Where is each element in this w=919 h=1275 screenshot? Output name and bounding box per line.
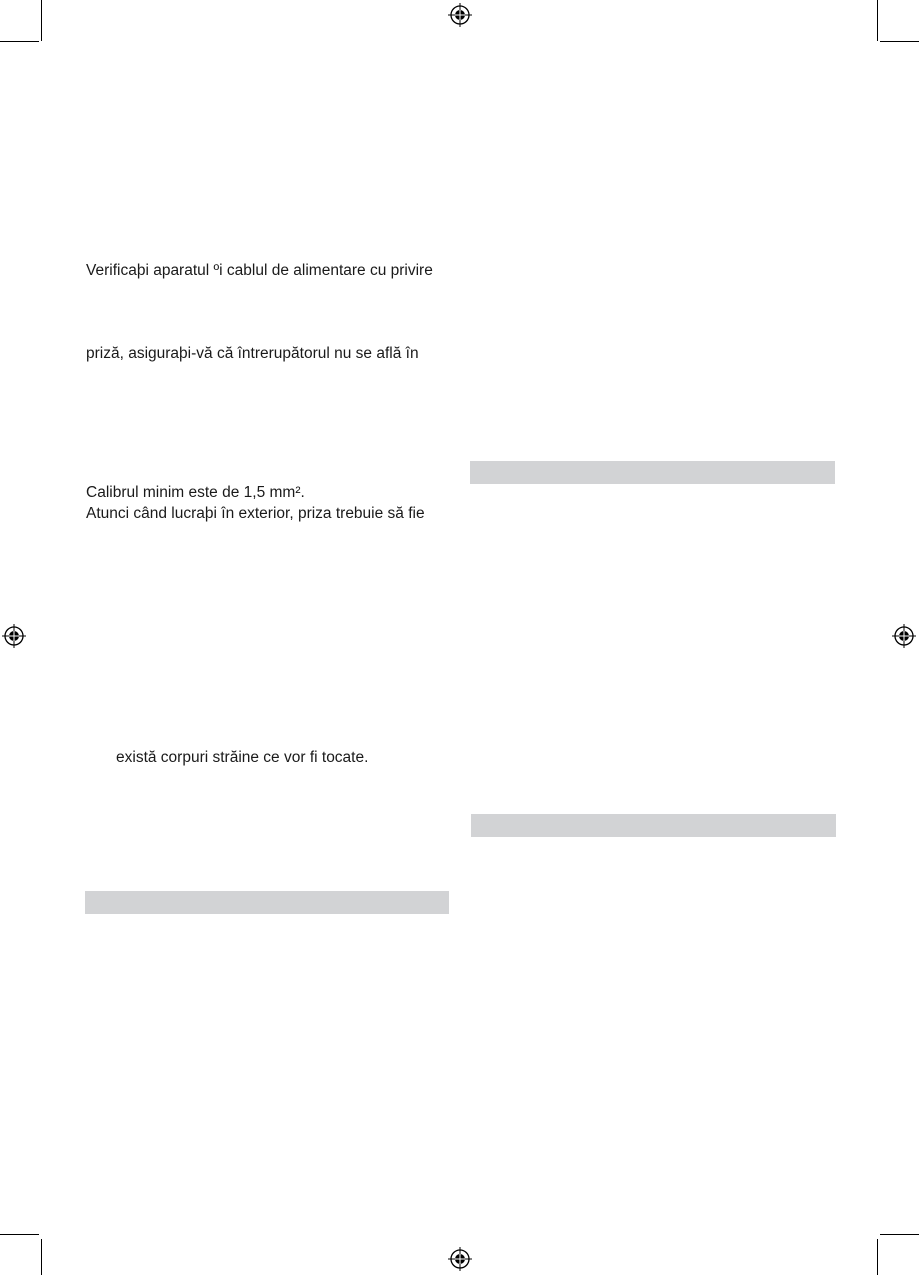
crop-mark-bottom-right-horizontal xyxy=(880,1234,919,1235)
crop-mark-top-left-vertical xyxy=(41,0,42,41)
crop-mark-bottom-left-vertical xyxy=(41,1239,42,1275)
crop-mark-top-right-horizontal xyxy=(880,41,919,42)
crop-mark-top-right-vertical xyxy=(877,0,878,41)
body-text-line-5: există corpuri străine ce vor fi tocate. xyxy=(116,749,369,766)
registration-mark-icon xyxy=(448,1247,472,1271)
section-header-bar xyxy=(471,814,836,837)
body-text-line-1: Verificaþi aparatul ºi cablul de alimentare cu privire xyxy=(86,262,433,279)
section-header-bar xyxy=(85,891,449,914)
registration-mark-icon xyxy=(892,624,916,648)
body-text-line-3: Calibrul minim este de 1,5 mm². xyxy=(86,484,305,501)
registration-mark-icon xyxy=(448,3,472,27)
section-header-bar xyxy=(470,461,835,484)
crop-mark-top-left-horizontal xyxy=(0,41,39,42)
crop-mark-bottom-right-vertical xyxy=(877,1239,878,1275)
body-text-line-2: priză, asiguraþi-vă că întrerupătorul nu se află în xyxy=(86,345,419,362)
crop-mark-bottom-left-horizontal xyxy=(0,1234,39,1235)
body-text-line-4: Atunci când lucraþi în exterior, priza trebuie să fie xyxy=(86,505,425,522)
registration-mark-icon xyxy=(2,624,26,648)
